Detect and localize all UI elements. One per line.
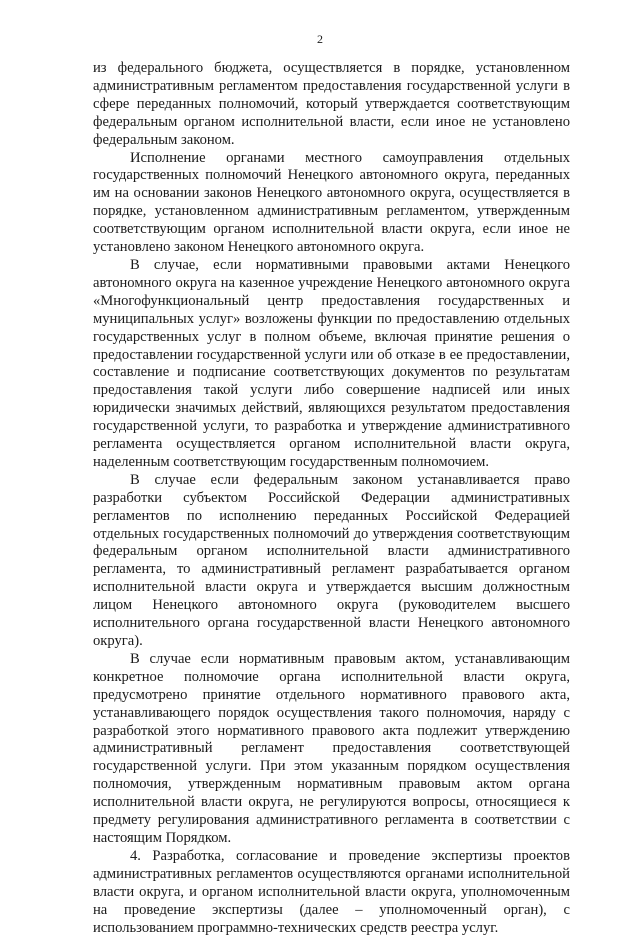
document-body — [93, 60, 570, 937]
paragraph-3: В случае, если нормативными правовыми актами Ненецкого автономного округа на казенное учреждение Ненецкого автономного округа «Многофункциональный центр предоставления государственных и муниципальных услуг» возложены функции по предоставлению отдельных государственных услуг в полном объеме, включая принятие решения о предоставлении государственной услуги или об отказе в ее предоставлении, составление и подписание соответствующих документов по результатам предоставления такой услуги либо совершение надписей или иных юридически значимых действий, являющихся результатом предоставления государственной услуги, то разработка и утверждение административного регламента осуществляется органом исполнительной власти округа, наделенным соответствующим государственным полномочием. — [93, 256, 570, 470]
paragraph-6: 4. Разработка, согласование и проведение экспертизы проектов административных регламентов осуществляются органами исполнительной власти округа, и органом исполнительной власти округа, уполномоченным на проведение экспертизы (далее – уполномоченный орган), с использованием программно-технических средств реестра услуг. — [93, 847, 570, 936]
page-number: 2 — [317, 32, 323, 46]
paragraph-5: В случае если нормативным правовым актом, устанавливающим конкретное полномочие органа исполнительной власти округа, предусмотрено принятие отдельного нормативного правового акта, устанавливающего порядок осуществления такого полномочия, наряду с разработкой этого нормативного правового акта подлежит утверждению административный регламент предоставления соответствующей государственной услуги. При этом указанным порядком осуществления полномочия, утвержденным нормативным правовым актом органа исполнительной власти округа, не регулируются вопросы, относящиеся к предмету регулирования административного регламента в соответствии с настоящим Порядком. — [93, 650, 570, 846]
paragraph-4: В случае если федеральным законом устанавливается право разработки субъектом Российской Федерации административных регламентов по исполнению переданных Российской Федерацией отдельных государственных полномочий до утверждения соответствующим федеральным органом исполнительной власти административного регламента, то административный регламент разрабатывается органом исполнительной власти округа и утверждается высшим должностным лицом Ненецкого автономного округа (руководителем высшего исполнительного органа государственной власти Ненецкого автономного округа). — [93, 471, 570, 649]
paragraph-2: Исполнение органами местного самоуправления отдельных государственных полномочий Ненецкого автономного округа, переданных им на основании законов Ненецкого автономного округа, осуществляется в порядке, установленном административным регламентом, утвержденным соответствующим органом исполнительной власти округа, если иное не установлено законом Ненецкого автономного округа. — [93, 149, 570, 256]
paragraph-1: из федерального бюджета, осуществляется в порядке, установленном административным регламентом предоставления государственной услуги в сфере переданных полномочий, который утверждается соответствующим федеральным органом исполнительной власти, если иное не установлено федеральным законом. — [93, 60, 570, 148]
